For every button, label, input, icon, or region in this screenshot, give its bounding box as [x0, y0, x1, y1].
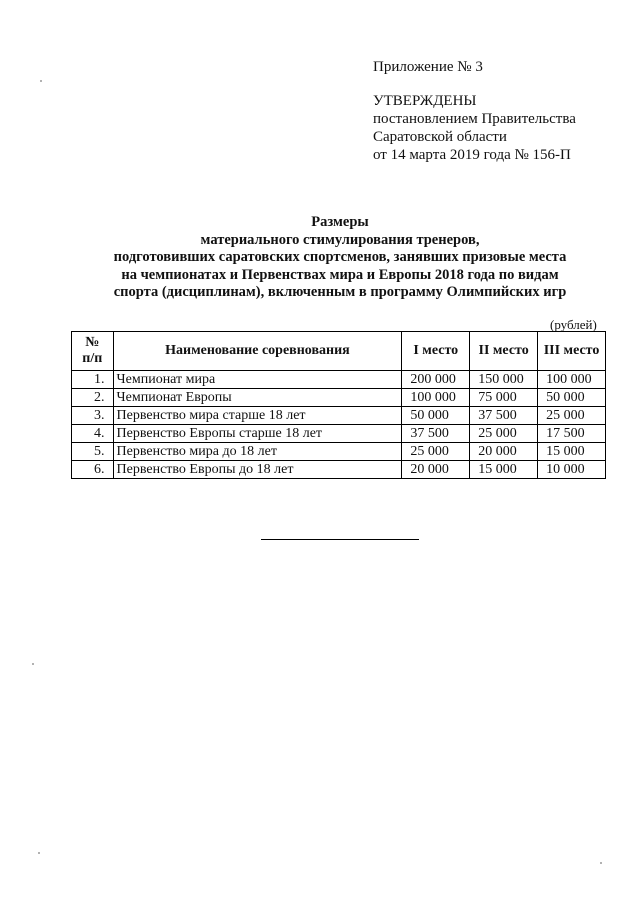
- table-row: [72, 443, 606, 461]
- competition-name: Первенство Европы до 18 лет: [113, 461, 402, 479]
- table-row: [72, 371, 606, 389]
- table-row: [72, 389, 606, 407]
- header-place-1: I место: [402, 332, 470, 371]
- place-3-amount: 17 500: [538, 425, 606, 443]
- place-2-amount: 20 000: [470, 443, 538, 461]
- place-3-amount: 10 000: [538, 461, 606, 479]
- place-1-amount: 20 000: [402, 461, 470, 479]
- title-line-2: материального стимулирования тренеров,: [200, 231, 480, 248]
- row-number: 3.: [72, 407, 114, 425]
- place-2-amount: 37 500: [470, 407, 538, 425]
- row-number: 6.: [72, 461, 114, 479]
- approval-line-3: от 14 марта 2019 года № 156-П: [373, 147, 571, 163]
- table-row: [72, 425, 606, 443]
- competition-name: Первенство мира старше 18 лет: [113, 407, 402, 425]
- table-row: [72, 407, 606, 425]
- row-number: 5.: [72, 443, 114, 461]
- approval-line-1: постановлением Правительства: [373, 111, 576, 127]
- approval-line-2: Саратовской области: [373, 129, 507, 145]
- title-line-5: спорта (дисциплинам), включенным в программу Олимпийских игр: [113, 284, 567, 300]
- place-2-amount: 15 000: [470, 461, 538, 479]
- approved-label: УТВЕРЖДЕНЫ: [373, 93, 477, 109]
- place-3-amount: 100 000: [538, 371, 606, 389]
- competition-name: Чемпионат Европы: [113, 389, 402, 407]
- place-1-amount: 25 000: [402, 443, 470, 461]
- competition-name: Первенство мира до 18 лет: [113, 443, 402, 461]
- place-1-amount: 100 000: [402, 389, 470, 407]
- header-number-line-1: №: [85, 335, 100, 350]
- title-line-1: Размеры: [311, 214, 369, 230]
- spacer: [373, 76, 576, 92]
- currency-unit: (рублей): [550, 317, 597, 332]
- row-number: 1.: [72, 371, 114, 389]
- header-place-3: III место: [538, 332, 606, 371]
- row-number: 4.: [72, 425, 114, 443]
- place-3-amount: 15 000: [538, 443, 606, 461]
- header-number-line-2: п/п: [82, 351, 103, 366]
- table-header-row: [72, 332, 606, 371]
- scan-speck: [38, 852, 40, 854]
- place-3-amount: 50 000: [538, 389, 606, 407]
- separator-line: [261, 539, 419, 540]
- document-title: [60, 214, 620, 302]
- place-2-amount: 75 000: [470, 389, 538, 407]
- appendix-number: Приложение № 3: [373, 59, 483, 75]
- competition-name: Чемпионат мира: [113, 371, 402, 389]
- header-number: [72, 332, 114, 371]
- competition-name: Первенство Европы старше 18 лет: [113, 425, 402, 443]
- title-line-3: подготовивших саратовских спортсменов, занявших призовые места: [113, 249, 567, 265]
- place-1-amount: 200 000: [402, 371, 470, 389]
- place-1-amount: 50 000: [402, 407, 470, 425]
- place-2-amount: 25 000: [470, 425, 538, 443]
- header-name: Наименование соревнования: [113, 332, 402, 371]
- scan-speck: [40, 80, 42, 82]
- approval-block: [373, 58, 576, 164]
- row-number: 2.: [72, 389, 114, 407]
- place-2-amount: 150 000: [470, 371, 538, 389]
- place-3-amount: 25 000: [538, 407, 606, 425]
- table-row: [72, 461, 606, 479]
- scan-speck: [600, 862, 602, 864]
- scan-speck: [32, 663, 34, 665]
- title-line-4: на чемпионатах и Первенствах мира и Европы 2018 года по видам: [121, 266, 559, 283]
- awards-table: [71, 331, 606, 479]
- header-place-2: II место: [470, 332, 538, 371]
- place-1-amount: 37 500: [402, 425, 470, 443]
